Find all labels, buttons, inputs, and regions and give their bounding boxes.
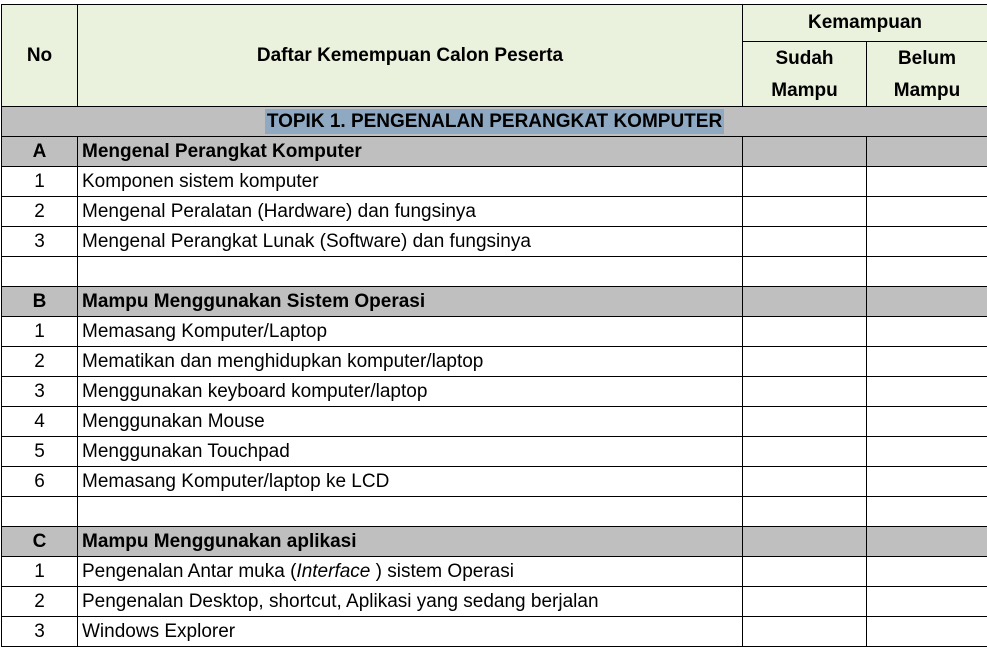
sudah-cell[interactable] [743, 587, 867, 617]
item-no: 5 [2, 437, 78, 467]
item-text: Komponen sistem komputer [78, 167, 743, 197]
section-title: Mengenal Perangkat Komputer [78, 137, 743, 167]
table-row [2, 407, 987, 437]
belum-cell[interactable] [867, 137, 987, 167]
item-text: Menggunakan keyboard komputer/laptop [78, 377, 743, 407]
sudah-cell[interactable] [743, 317, 867, 347]
section-letter: C [2, 527, 78, 557]
table-row [2, 197, 987, 227]
item-no: 3 [2, 617, 78, 647]
table-row [2, 377, 987, 407]
header-belum-line1: Belum [867, 42, 987, 74]
section-letter: B [2, 287, 78, 317]
item-text: Menggunakan Touchpad [78, 437, 743, 467]
belum-cell[interactable] [867, 227, 987, 257]
belum-cell[interactable] [867, 347, 987, 377]
sudah-cell[interactable] [743, 347, 867, 377]
sudah-cell[interactable] [743, 437, 867, 467]
sudah-cell[interactable] [743, 467, 867, 497]
topic-title: TOPIK 1. PENGENALAN PERANGKAT KOMPUTER [265, 109, 724, 134]
sudah-cell[interactable] [743, 167, 867, 197]
competency-table [1, 4, 987, 647]
item-text-italic: Interface [296, 561, 370, 582]
header-sudah-line2: Mampu [743, 74, 866, 106]
belum-cell[interactable] [867, 167, 987, 197]
item-text-before: Pengenalan Antar muka ( [82, 561, 296, 582]
belum-cell[interactable] [867, 377, 987, 407]
item-text: Pengenalan Desktop, shortcut, Aplikasi yang sedang berjalan [78, 587, 743, 617]
sudah-cell[interactable] [743, 557, 867, 587]
table-row [2, 467, 987, 497]
item-text-after: ) sistem Operasi [370, 561, 514, 582]
section-title: Mampu Menggunakan aplikasi [78, 527, 743, 557]
table-row [2, 317, 987, 347]
header-belum-mampu [867, 42, 987, 107]
belum-cell[interactable] [867, 437, 987, 467]
table-row [2, 347, 987, 377]
item-no: 4 [2, 407, 78, 437]
section-row-c [2, 527, 987, 557]
belum-cell[interactable] [867, 467, 987, 497]
item-no: 2 [2, 587, 78, 617]
sudah-cell[interactable] [743, 257, 867, 287]
sudah-cell[interactable] [743, 617, 867, 647]
item-no: 2 [2, 197, 78, 227]
section-title: Mampu Menggunakan Sistem Operasi [78, 287, 743, 317]
table-row [2, 617, 987, 647]
item-no: 6 [2, 467, 78, 497]
item-no: 1 [2, 167, 78, 197]
sudah-cell[interactable] [743, 407, 867, 437]
item-no: 2 [2, 347, 78, 377]
item-no: 1 [2, 557, 78, 587]
item-text: Memasang Komputer/Laptop [78, 317, 743, 347]
item-text: Mematikan dan menghidupkan komputer/laptop [78, 347, 743, 377]
sudah-cell[interactable] [743, 137, 867, 167]
table-row [2, 167, 987, 197]
item-no: 1 [2, 317, 78, 347]
table-row [2, 587, 987, 617]
header-sudah-line1: Sudah [743, 42, 866, 74]
header-kemampuan: Kemampuan [743, 5, 987, 42]
belum-cell[interactable] [867, 197, 987, 227]
belum-cell[interactable] [867, 527, 987, 557]
item-text: Windows Explorer [78, 617, 743, 647]
section-letter: A [2, 137, 78, 167]
sudah-cell[interactable] [743, 287, 867, 317]
belum-cell[interactable] [867, 317, 987, 347]
blank-row [2, 497, 987, 527]
item-text: Mengenal Peralatan (Hardware) dan fungsinya [78, 197, 743, 227]
section-row-b [2, 287, 987, 317]
belum-cell[interactable] [867, 257, 987, 287]
sudah-cell[interactable] [743, 497, 867, 527]
item-no: 3 [2, 377, 78, 407]
item-no: 3 [2, 227, 78, 257]
sudah-cell[interactable] [743, 377, 867, 407]
sudah-cell[interactable] [743, 227, 867, 257]
table-row [2, 557, 987, 587]
item-text [78, 557, 743, 587]
belum-cell[interactable] [867, 617, 987, 647]
belum-cell[interactable] [867, 557, 987, 587]
belum-cell[interactable] [867, 407, 987, 437]
belum-cell[interactable] [867, 287, 987, 317]
header-sudah-mampu [743, 42, 867, 107]
item-text: Mengenal Perangkat Lunak (Software) dan fungsinya [78, 227, 743, 257]
belum-cell[interactable] [867, 587, 987, 617]
sudah-cell[interactable] [743, 197, 867, 227]
table-row [2, 437, 987, 467]
header-belum-line2: Mampu [867, 74, 987, 106]
header-daftar: Daftar Kemempuan Calon Peserta [78, 5, 743, 107]
belum-cell[interactable] [867, 497, 987, 527]
table-row [2, 227, 987, 257]
item-text: Memasang Komputer/laptop ke LCD [78, 467, 743, 497]
sudah-cell[interactable] [743, 527, 867, 557]
header-no: No [2, 5, 78, 107]
item-text: Menggunakan Mouse [78, 407, 743, 437]
topic-row [2, 107, 987, 137]
section-row-a [2, 137, 987, 167]
blank-row [2, 257, 987, 287]
